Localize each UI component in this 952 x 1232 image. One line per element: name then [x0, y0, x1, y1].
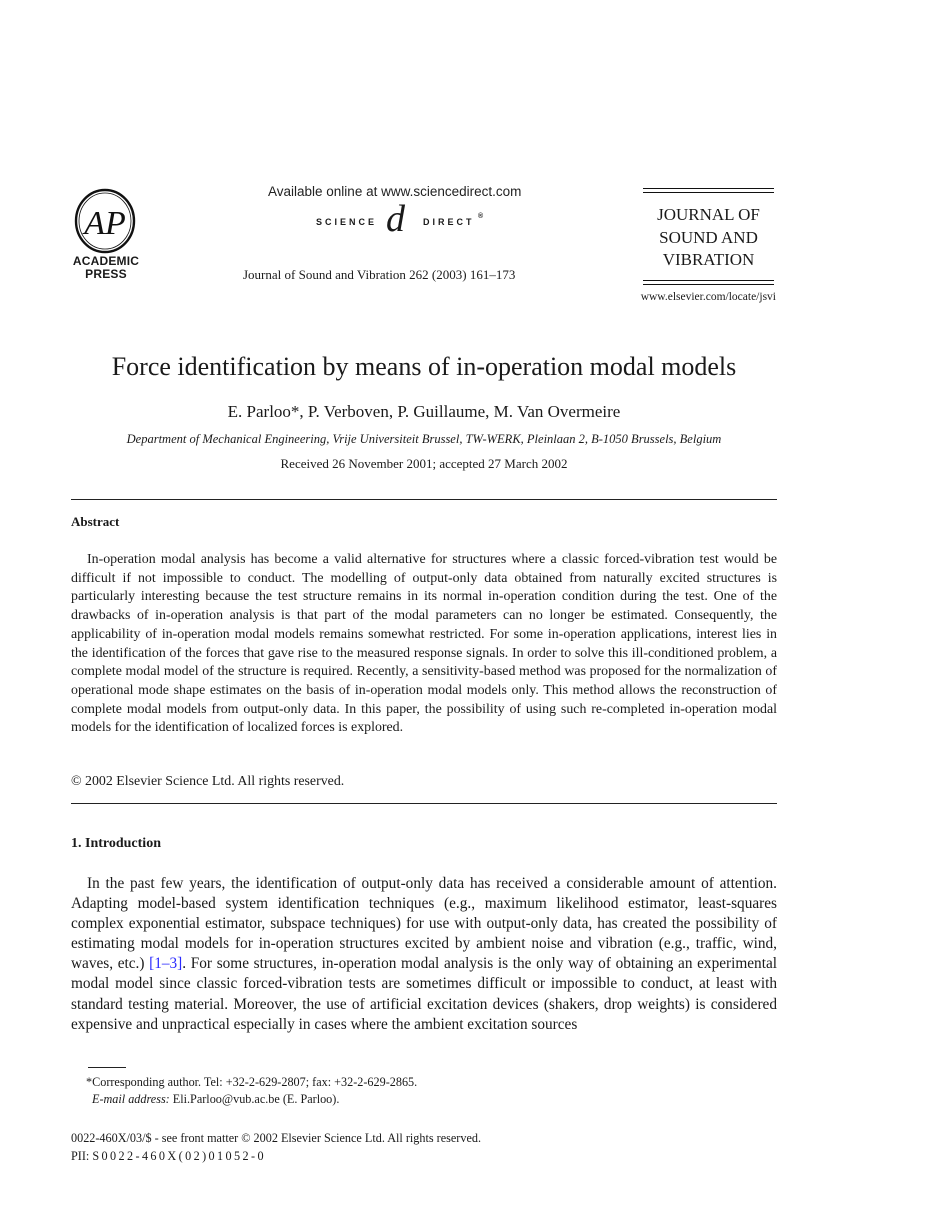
email-label: E-mail address: [92, 1092, 170, 1106]
ap-logo-icon [72, 186, 142, 258]
journal-citation: Journal of Sound and Vibration 262 (2003) 161–173 [243, 267, 516, 282]
journal-rule-top-2 [643, 192, 774, 193]
corresponding-author-footnote: *Corresponding author. Tel: +32-2-629-2807; fax: +32-2-629-2865. [86, 1075, 418, 1089]
abstract-heading: Abstract [71, 514, 120, 529]
abstract-divider-top [71, 499, 777, 500]
journal-title-line1: JOURNAL OF [657, 205, 760, 224]
pii-value: S0022-460X(02)01052-0 [92, 1149, 266, 1163]
article-authors: E. Parloo*, P. Verboven, P. Guillaume, M. Van Overmeire [227, 402, 621, 421]
journal-rule-bottom-2 [643, 284, 774, 285]
journal-url[interactable]: www.elsevier.com/locate/jsvi [640, 291, 776, 303]
section-heading-introduction: 1. Introduction [71, 836, 161, 851]
intro-text-part1: In the past few years, the identification of output-only data has received a considerable amount of attention. Adapting model-based system identification techniques (e.g., maximum likelihood estimator, least-squares complex exponential estimator, subspace techniques) for use with output-only data, has created the possibility of estimating modal models for in-operation structures excited by ambient noise and vibration (e.g., traffic, wind, waves, etc.) [71, 875, 777, 973]
publisher-name-line2: PRESS [85, 267, 127, 281]
author-affiliation: Department of Mechanical Engineering, Vrije Universiteit Brussel, TW-WERK, Pleinlaan 2, B-1050 Brussels, Belgium [126, 432, 722, 446]
pii-line [71, 1149, 266, 1164]
article-title: Force identification by means of in-operation modal models [111, 352, 737, 381]
journal-title-line2: SOUND AND [659, 227, 758, 247]
publisher-name-line1: ACADEMIC [72, 254, 140, 268]
introduction-paragraph [71, 874, 777, 1035]
ap-logo-letters: AP [84, 205, 126, 242]
pii-label: PII: [71, 1149, 93, 1163]
sciencedirect-logo [300, 198, 560, 240]
sd-registered-mark: ® [478, 213, 484, 220]
footnote-rule [88, 1067, 126, 1068]
issn-line: 0022-460X/03/$ - see front matter © 2002 Elsevier Science Ltd. All rights reserved. [71, 1131, 481, 1145]
citation-link[interactable]: [1–3] [149, 955, 183, 973]
email-address[interactable]: Eli.Parloo@vub.ac.be (E. Parloo). [169, 1092, 340, 1106]
journal-rule-top [643, 188, 774, 189]
email-footnote [92, 1092, 339, 1107]
sd-at-icon: d [386, 198, 405, 240]
abstract-divider-bottom [71, 803, 777, 804]
abstract-text: In-operation modal analysis has become a valid alternative for structures where a classic forced-vibration test would be difficult if not impossible to conduct. The modelling of output-only data obtained from naturally excited structures is particularly interesting because the test structure remains in its normal in-operation condition during the test. One of the drawbacks of in-operation analysis is that part of the modal parameters can no longer be estimated. Consequently, the applicability of in-operation modal models remains somewhat restricted. For some in-operation applications, interest lies in the identification of the forces that gave rise to the measured response signals. In order to solve this ill-conditioned problem, a complete modal model of the structure is required. Recently, a sensitivity-based method was proposed for the normalization of operational mode shape estimates on the basis of in-operation modal models only. This method allows the reconstruction of complete modal models from output-only data. In this paper, the possibility of using such re-completed in-operation modal models for the identification of localized forces is explored. [71, 552, 777, 736]
abstract-copyright: © 2002 Elsevier Science Ltd. All rights reserved. [71, 774, 345, 789]
available-online-text: Available online at www.sciencedirect.com [268, 184, 522, 199]
journal-rule-bottom [643, 280, 774, 281]
journal-title-line3: VIBRATION [662, 250, 755, 269]
sd-right-word: DIRECT [423, 217, 475, 227]
journal-title [640, 204, 777, 272]
sd-left-word: SCIENCE [316, 217, 378, 227]
received-dates: Received 26 November 2001; accepted 27 March 2002 [280, 456, 568, 471]
intro-text-part2: . For some structures, in-operation modal analysis is the only way of obtaining an experimental modal model since classic forced-vibration tests are sometimes difficult or impossible to conduct, at least with standard testing material. Moreover, the use of artificial excitation devices (shakers, drop weights) is considered expensive and unpractical especially in cases where the ambient excitation sources [71, 955, 777, 1033]
